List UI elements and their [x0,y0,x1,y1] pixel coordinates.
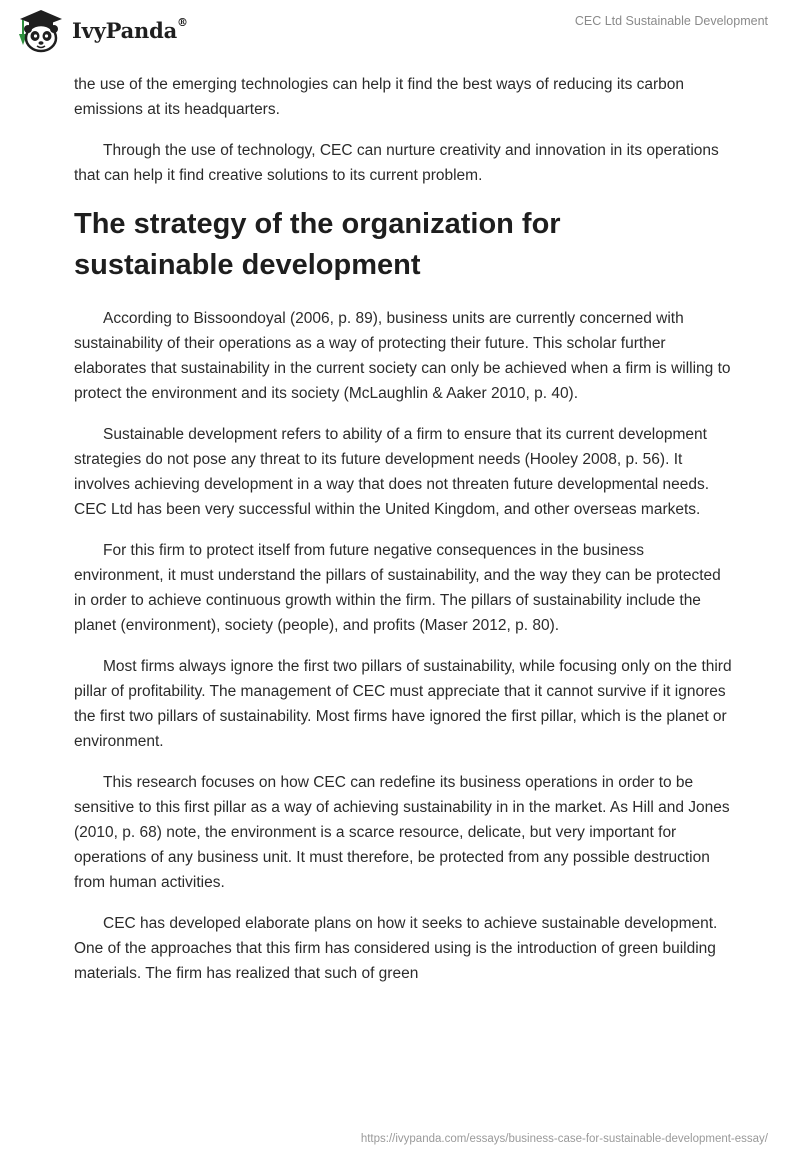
paragraph: Through the use of technology, CEC can nurture creativity and innovation in its operations that can help it find creative solutions to its current problem. [74,142,719,184]
logo-wordmark: IvyPanda® [72,15,188,43]
paragraph: CEC has developed elaborate plans on how it seeks to achieve sustainable development. One of the approaches that this firm has considered using is the introduction of green building materials. The firm has realized that such of green [74,915,718,982]
panda-graduate-icon [14,7,66,53]
registered-mark: ® [177,15,188,29]
paragraph: This research focuses on how CEC can redefine its business operations in order to be sensitive to this first pillar as a way of achieving sustainability in in the market. As Hill and Jones (2010, p. 68) note, the environment is a scarce resource, delicate, but very important for operations of any business unit. It must therefore, be protected from any possible destruction from human activities. [74,774,730,891]
ivypanda-logo[interactable] [14,7,188,53]
paragraph: According to Bissoondoyal (2006, p. 89), business units are currently concerned with sustainability of their operations as a way of protecting their future. This scholar further elaborates that sustainability in the current society can only be achieved when a firm is willing to protect the environment and its society (McLaughlin & Aaker 2010, p. 40). [74,310,731,402]
document-title: CEC Ltd Sustainable Development [574,14,768,28]
source-url[interactable]: https://ivypanda.com/essays/business-case-for-sustainable-development-essay/ [360,1133,768,1145]
essay-body [74,72,734,1002]
paragraph-continuation: the use of the emerging technologies can help it find the best ways of reducing its carbon emissions at its headquarters. [74,76,685,118]
paragraph: Most firms always ignore the first two pillars of sustainability, while focusing only on the third pillar of profitability. The management of CEC must appreciate that it cannot survive if it ignores the first two pillars of sustainability. Most firms have ignored the first pillar, which is the planet or environment. [74,658,732,750]
page-header [0,0,800,64]
section-heading: The strategy of the organization for sustainable development [74,208,561,281]
paragraph: For this firm to protect itself from future negative consequences in the business environment, it must understand the pillars of sustainability, and the way they can be protected in order to achieve continuous growth within the firm. The pillars of sustainability include the planet (environment), society (people), and profits (Maser 2012, p. 80). [74,542,721,634]
paragraph: Sustainable development refers to ability of a firm to ensure that its current development strategies do not pose any threat to its future development needs (Hooley 2008, p. 56). It involves achieving development in a way that does not threaten future developmental needs. CEC Ltd has been very successful within the United Kingdom, and other overseas markets. [74,426,710,518]
